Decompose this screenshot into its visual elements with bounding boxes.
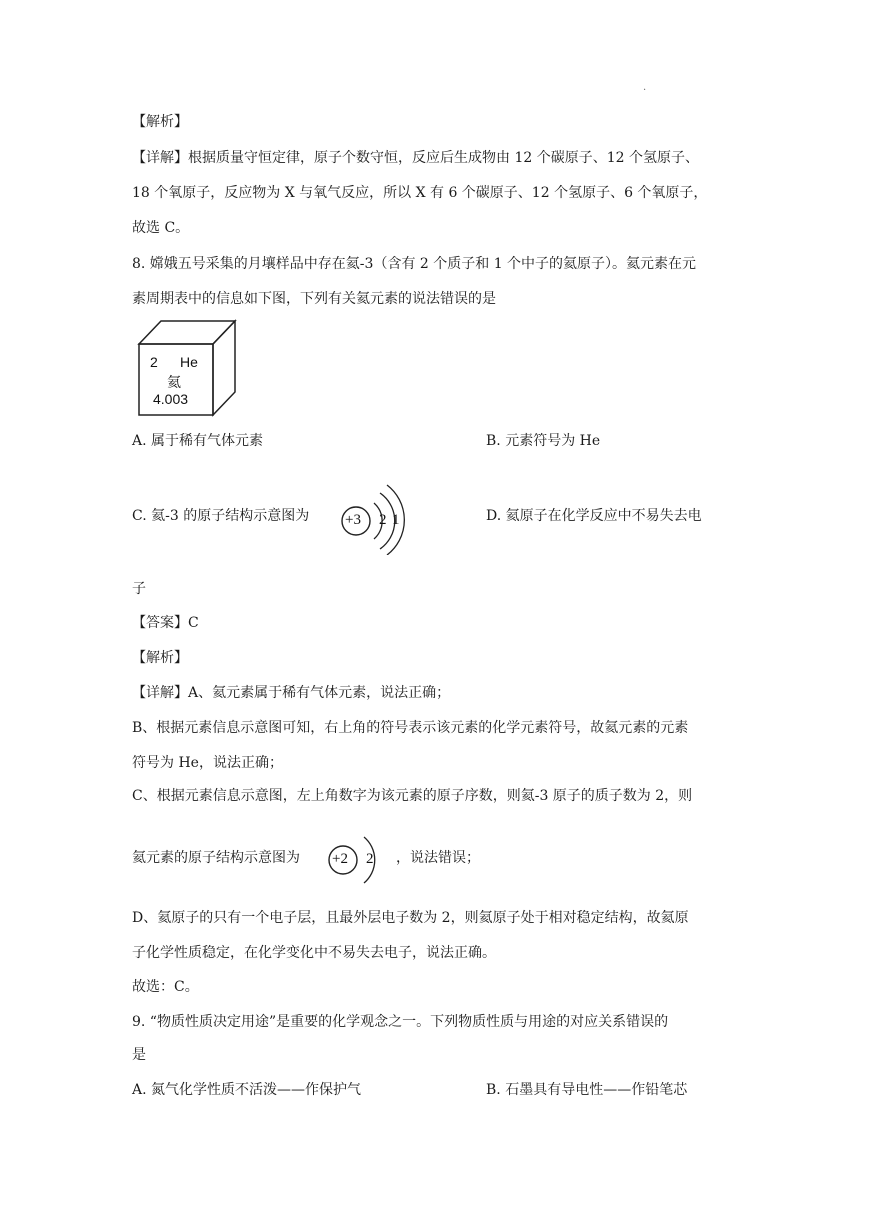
atom-diagram-he <box>326 831 382 889</box>
detail-line-1: 【详解】A、氦元素属于稀有气体元素，说法正确； <box>132 685 451 701</box>
option-c: C. 氦-3 的原子结构示意图为 <box>132 508 310 524</box>
explanation-line-3: 故选 C。 <box>132 220 190 236</box>
element-symbol: He <box>180 354 198 370</box>
question-9-line-1: 9. “物质性质决定用途”是重要的化学观念之一。下列物质性质与用途的对应关系错误的 <box>132 1014 669 1030</box>
element-atomic-number: 2 <box>150 354 158 370</box>
explanation-line-1: 【详解】根据质量守恒定律，原子个数守恒，反应后生成物由 12 个碳原子、12 个氢原子、 <box>132 150 699 166</box>
option-d: D. 氦原子在化学反应中不易失去电 <box>486 508 702 524</box>
atom-e-nucleus: +2 <box>332 851 348 867</box>
atom-c-shell-2: 1 <box>392 512 400 528</box>
question-9-option-b: B. 石墨具有导电性——作铅笔芯 <box>486 1082 688 1098</box>
question-9-line-2: 是 <box>132 1047 146 1063</box>
detail-line-7: 子化学性质稳定，在化学变化中不易失去电子，说法正确。 <box>132 945 496 961</box>
element-mass: 4.003 <box>153 391 189 407</box>
detail-line-8: 故选：C。 <box>132 979 199 995</box>
analysis-heading-2: 【解析】 <box>132 650 188 666</box>
option-a: A. 属于稀有气体元素 <box>132 433 264 449</box>
question-8-line-2: 素周期表中的信息如下图，下列有关氦元素的说法错误的是 <box>132 291 496 307</box>
element-card <box>136 318 238 418</box>
option-d-continued: 子 <box>132 581 146 597</box>
detail-line-3: 符号为 He，说法正确； <box>132 755 283 771</box>
atom-c-nucleus: +3 <box>345 512 361 528</box>
detail-line-5: 氦元素的原子结构示意图为 <box>132 850 300 866</box>
detail-line-5-end: ，说法错误； <box>396 850 480 866</box>
question-9-option-a: A. 氮气化学性质不活泼——作保护气 <box>132 1082 362 1098</box>
atom-diagram-he3 <box>336 483 408 555</box>
detail-line-4: C、根据元素信息示意图，左上角数字为该元素的原子序数，则氦-3 原子的质子数为 2，则 <box>132 788 693 804</box>
explanation-line-2: 18 个氧原子，反应物为 X 与氧气反应，所以 X 有 6 个碳原子、12 个氢原子、6 个氧原子， <box>132 185 708 201</box>
answer: 【答案】C <box>132 615 199 631</box>
detail-line-2: B、根据元素信息示意图可知，右上角的符号表示该元素的化学元素符号，故氦元素的元素 <box>132 720 689 736</box>
analysis-heading: 【解析】 <box>132 114 188 130</box>
detail-line-6: D、氦原子的只有一个电子层，且最外层电子数为 2，则氦原子处于相对稳定结构，故氦原 <box>132 910 689 926</box>
atom-c-shell-1: 2 <box>379 512 387 528</box>
element-name: 氦 <box>167 374 181 390</box>
atom-e-shell-1: 2 <box>366 851 374 867</box>
question-8-line-1: 8. 嫦娥五号采集的月壤样品中存在氦-3（含有 2 个质子和 1 个中子的氦原子）。氦元素在元 <box>132 256 697 272</box>
page-mark: . <box>643 82 647 93</box>
option-b: B. 元素符号为 He <box>486 433 601 449</box>
